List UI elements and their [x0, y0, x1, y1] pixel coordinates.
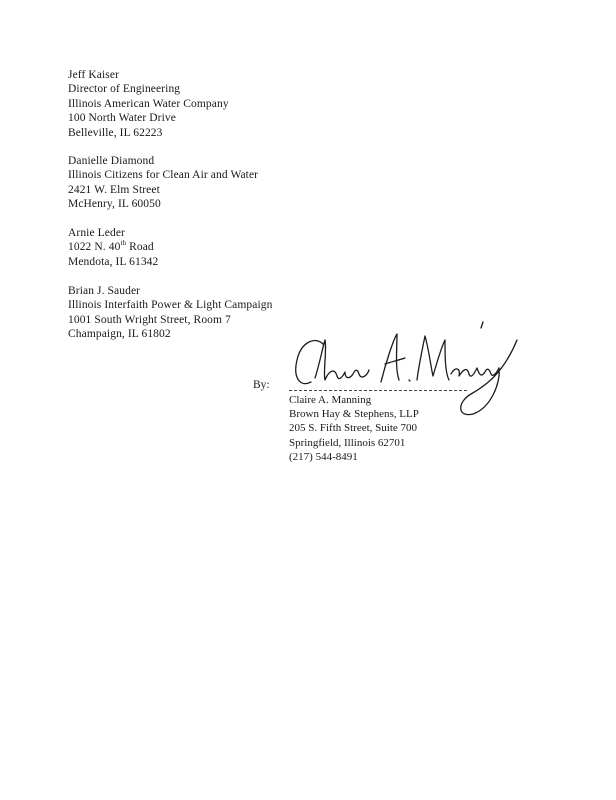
signer-block	[289, 393, 419, 464]
recipient-title: Director of Engineering	[68, 83, 181, 96]
signer-street: 205 S. Fifth Street, Suite 700	[289, 422, 418, 435]
recipient-street: 2421 W. Elm Street	[68, 183, 160, 196]
recipient-name: Brian J. Sauder	[68, 285, 141, 297]
service-recipient-block	[68, 68, 229, 140]
street-number: 1022 N. 40	[68, 241, 121, 254]
recipient-name: Jeff Kaiser	[68, 69, 120, 81]
recipient-organization: Illinois American Water Company	[68, 97, 229, 110]
recipient-name: Danielle Diamond	[68, 155, 155, 167]
service-recipient-block	[68, 284, 272, 342]
signer-firm: Brown Hay & Stephens, LLP	[289, 408, 419, 421]
service-recipient-block	[68, 154, 258, 212]
recipient-organization: Illinois Citizens for Clean Air and Water	[68, 169, 259, 182]
signer-city: Springfield, Illinois 62701	[289, 436, 406, 449]
recipient-street: 1001 South Wright Street, Room 7	[68, 313, 231, 326]
recipient-street: 100 North Water Drive	[68, 112, 176, 125]
recipient-city: Belleville, IL 62223	[68, 126, 163, 139]
signer-name: Claire A. Manning	[289, 394, 372, 406]
signature-line	[289, 390, 467, 391]
recipient-city: McHenry, IL 60050	[68, 198, 161, 211]
by-label: By:	[253, 379, 270, 391]
signer-phone: (217) 544-8491	[289, 450, 358, 463]
recipient-name: Arnie Leder	[68, 227, 125, 239]
street-suffix: Road	[126, 241, 154, 254]
service-recipient-block	[68, 226, 158, 269]
recipient-city: Mendota, IL 61342	[68, 255, 159, 268]
recipient-street	[68, 240, 158, 254]
recipient-city: Champaign, IL 61802	[68, 328, 171, 341]
street-ordinal: th	[120, 239, 127, 248]
recipient-organization: Illinois Interfaith Power & Light Campaign	[68, 299, 273, 312]
